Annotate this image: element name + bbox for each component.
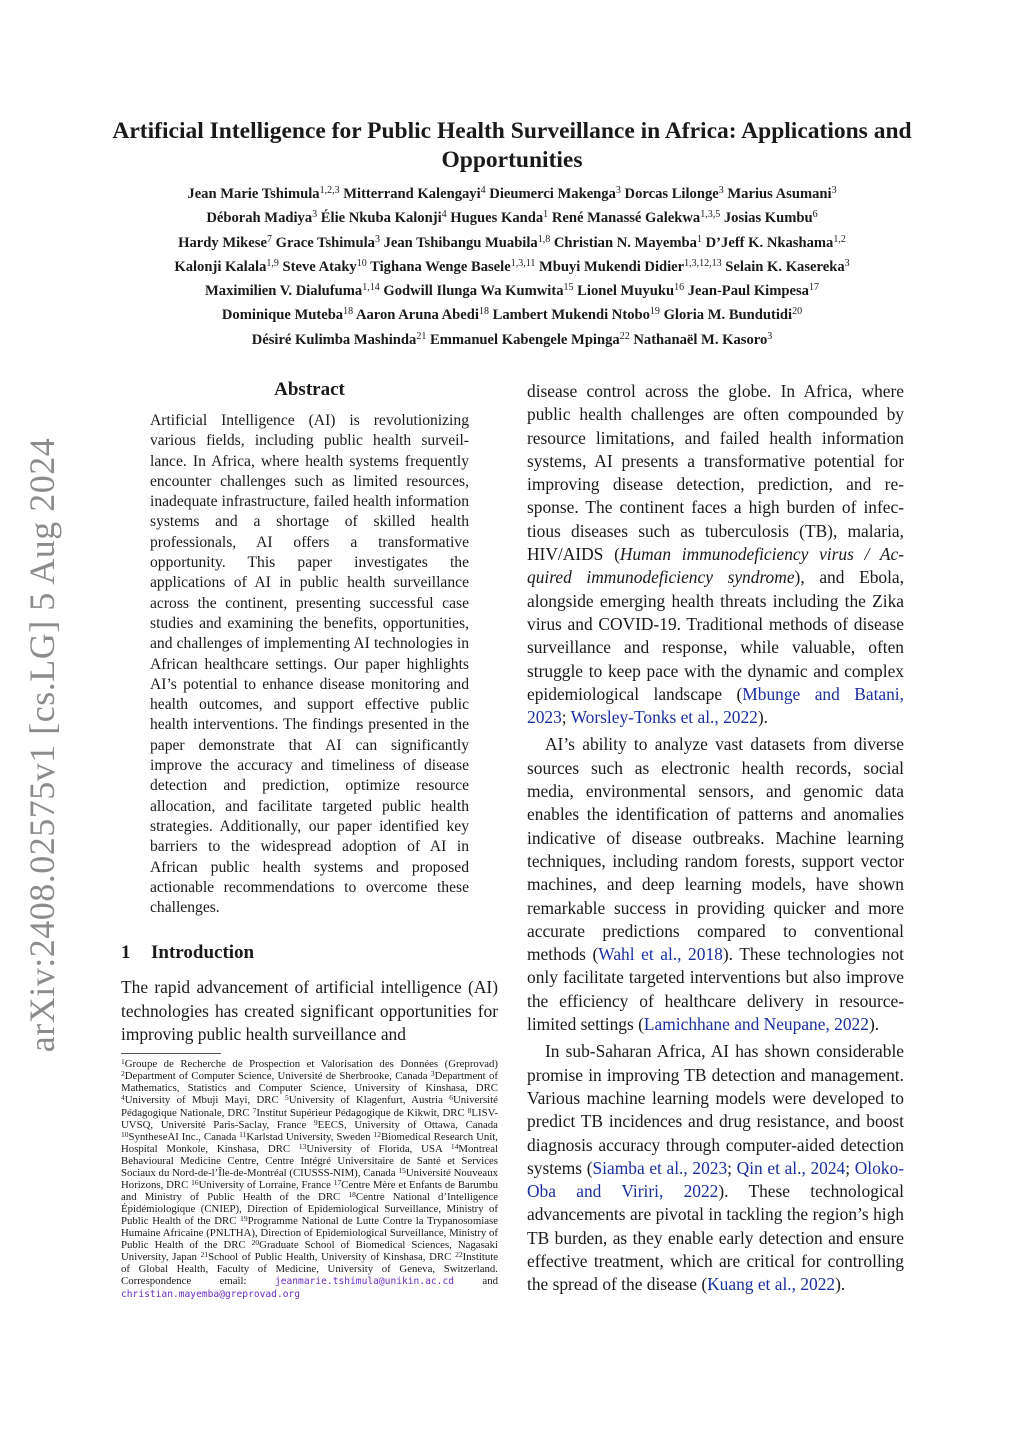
author-affiliation-marker: 3 <box>844 257 850 269</box>
right-column <box>527 380 904 1297</box>
author-affiliation-marker: 1,3,11 <box>510 257 536 269</box>
author-name: Josias Kumbu <box>723 210 813 227</box>
author-affiliation-marker: 1,2 <box>833 233 846 245</box>
author-name: Emmanuel Kabengele Mpinga <box>429 331 620 348</box>
author-name: Grace Tshimula <box>275 234 375 251</box>
citation-link[interactable]: Kuang et al., 2022 <box>707 1274 836 1295</box>
citation-link[interactable]: Wahl et al., 2018 <box>598 944 723 965</box>
author-list <box>110 182 914 352</box>
author-affiliation-marker: 3 <box>831 185 837 196</box>
intro-paragraph-1-continued: disease control across the globe. In Africa, where public health challenges are often compounded by resource limitations, and failed health information systems, AI presents a transformative potential for improving disease detection, prediction, and response. The continent faces a high burden of infectious diseases such as tuberculosis (TB), malaria, HIV/AIDS (Human immunodeficiency virus / Acquired immunodeficiency syndrome), and Ebola, alongside emerging health threats including the Zika virus and COVID-19. Traditional methods of disease surveillance and response, while valuable, often struggle to keep pace with the dynamic and complex epidemiological landscape (Mbunge and Batani, 2023; Worsley-Tonks et al., 2022). <box>527 381 904 728</box>
author-name: Lambert Mukendi Ntobo <box>492 307 650 324</box>
arxiv-identifier-text: arXiv:2408.02575v1 [cs.LG] 5 Aug 2024 <box>22 437 62 1053</box>
author-affiliation-marker: 7 <box>266 233 272 245</box>
author-name: Selain K. Kasereka <box>725 258 845 275</box>
author-affiliation-marker: 21 <box>416 330 427 342</box>
author-affiliation-marker: 16 <box>674 282 685 294</box>
author-affiliation-marker: 17 <box>808 282 819 294</box>
author-name: Mitterrand Kalengayi <box>343 186 481 202</box>
author-affiliation-marker: 6 <box>812 209 818 221</box>
author-name: Jean Marie Tshimula <box>187 186 320 202</box>
author-name: Kalonji Kalala <box>174 258 267 275</box>
author-affiliation-marker: 1,3,12,13 <box>684 257 722 269</box>
correspondence-email-2[interactable]: christian.mayemba@greprovad.org <box>121 1289 301 1301</box>
author-affiliation-marker: 1,3,5 <box>700 209 721 221</box>
section-number: 1 <box>121 942 131 964</box>
author-name: Maximilien V. Dialufuma <box>205 283 363 300</box>
author-name: Désiré Kulimba Mashinda <box>251 331 417 348</box>
author-affiliation-marker: 4 <box>441 209 447 221</box>
author-affiliation-marker: 3 <box>718 185 724 196</box>
author-name: Marius Asumani <box>727 186 832 202</box>
author-name: Dominique Muteba <box>221 307 344 324</box>
citation-link[interactable]: Worsley-Tonks et al., 2022 <box>570 707 758 728</box>
author-affiliation-marker: 3 <box>374 233 380 245</box>
author-affiliation-marker: 1,14 <box>362 282 380 294</box>
left-column <box>121 378 498 1301</box>
abstract-heading: Abstract <box>274 379 345 400</box>
author-affiliation-marker: 1 <box>696 233 702 245</box>
author-affiliation-marker: 10 <box>356 257 367 269</box>
author-affiliation-marker: 19 <box>649 306 660 318</box>
author-affiliation-marker: 1 <box>543 209 549 221</box>
intro-paragraph-1-start: The rapid advancement of artificial intelligence (AI) technologies has created significant opportunities for improving public health surveillance and <box>121 977 498 1045</box>
author-name: Christian N. Mayemba <box>553 234 697 251</box>
author-name: Déborah Madiya <box>206 210 313 227</box>
author-affiliation-marker: 1,9 <box>266 257 279 269</box>
author-affiliation-marker: 1,2,3 <box>319 185 340 196</box>
section-title: Introduction <box>151 942 255 964</box>
citation-link[interactable]: Lamichhane and Neupane, 2022 <box>643 1014 869 1035</box>
arxiv-identifier-stamp <box>12 437 72 1053</box>
abstract-body: Artificial Intelligence (AI) is revolutionizing various fields, including public health surveillance. In Africa, where health systems frequently encounter challenges such as limited resources, inadequate infrastructure, failed health information systems and a shortage of skilled health professionals, AI offers a transformative opportunity. This paper investigates the applications of AI in public health surveillance across the continent, presenting successful case studies and examining the benefits, opportunities, and challenges of implementing AI technologies in African healthcare settings. Our paper highlights AI’s potential to enhance disease monitoring and health outcomes, and support effective public health interventions. The findings presented in the paper demonstrate that AI can significantly improve the accuracy and timeliness of disease detection and prediction, optimize resource allocation, and facilitate targeted public health strategies. Additionally, our paper identified key barriers to the widespread adoption of AI in African public health systems and proposed actionable recommendations to overcome these challenges. <box>150 412 469 917</box>
author-name: Godwill Ilunga Wa Kumwita <box>383 283 564 300</box>
author-affiliation-marker: 22 <box>619 330 630 342</box>
author-name: D’Jeff K. Nkashama <box>705 234 834 251</box>
author-name: Tighana Wenge Basele <box>370 258 511 275</box>
author-affiliation-marker: 3 <box>312 209 318 221</box>
author-affiliation-marker: 4 <box>480 185 486 196</box>
author-affiliation-marker: 1,8 <box>537 233 551 245</box>
author-name: Mbuyi Mukendi Didier <box>538 258 685 275</box>
author-affiliation-marker: 3 <box>615 185 621 196</box>
citation-link[interactable]: Mbunge and Batani, 2023 <box>527 683 904 728</box>
intro-paragraph-3: In sub-Saharan Africa, AI has shown considerable promise in improving TB detection and management. Various machine learning models were developed to predict TB incidences and drug resistance, and boost diagnosis accuracy through computer-aided detection systems (Siamba et al., 2023; Qin et al., 2024; Oloko-Oba and Viriri, 2022). These technological advancements are pivotal in tackling the region’s high TB burden, as they enable early detection and ensure effective treatment, which are critical for controlling the spread of the disease (Kuang et al., 2022). <box>527 1041 904 1295</box>
author-name: Dorcas Lilonge <box>624 186 719 202</box>
author-name: René Manassé Galekwa <box>551 210 701 227</box>
author-affiliation-marker: 3 <box>767 330 773 342</box>
author-name: Aaron Aruna Abedi <box>355 307 479 324</box>
author-affiliation-marker: 18 <box>478 306 489 318</box>
author-name: Élie Nkuba Kalonji <box>320 210 442 227</box>
author-affiliation-marker: 18 <box>343 306 354 318</box>
author-name: Dieumerci Makenga <box>489 186 616 202</box>
section-heading-introduction <box>121 940 498 966</box>
author-name: Jean Tshibangu Muabila <box>383 234 538 251</box>
correspondence-email-1[interactable]: jeanmarie.tshimula@unikin.ac.cd <box>274 1276 454 1288</box>
citation-link[interactable]: Oloko-Oba and Viriri, 2022 <box>527 1157 904 1202</box>
author-name: Nathanaël M. Kasoro <box>633 331 768 348</box>
affiliations-footnote: $^1$Groupe de Recherche de Prospection et Valorisation des Données (Greprovad) $^2$Department of Computer Science, Université de Sherbrooke, Canada $^3$Department of Mathematics, Statistics and Computer Science, University of Kinshasa, DRC $^4$University of Mbuji Mayi, DRC $^5$University of Klagenfurt, Austria $^6$Université Pédagogique Nationale, DRC $^7$Institut Supérieur Pédagogique de Kikwit, DRC $^8$LISV-UVSQ, Université Paris-Saclay, France $^9$EECS, University of Ottawa, Canada $^{10}$SyntheseAI Inc., Canada $^{11}$Karlstad University, Sweden $^{12}$Biomedical Research Unit, Hospital Monkole, Kinshasa, DRC $^{13}$University of Florida, USA $^{14}$Montreal Behavioural Medicine Centre, Centre Intégré Universitaire de Santé et Services Sociaux du Nord-de-l’Île-de-Montréal (CIUSSS-NIM), Canada $^{15}$Université Nouveaux Horizons, DRC $^{16}$University of Lorraine, France $^{17}$Centre Mère et Enfants de Barumbu and Ministry of Public Health of the DRC $^{18}$Centre National d’Intelligence Épidémiologique (CNIEP), Direction of Epidemiological Surveillance, Ministry of Public Health of the DRC $^{19}$Programme National de Lutte Contre la Trypanosomiase Humaine Africaine (PNLTHA), Direction of Epidemiological Surveillance, Ministry of Public Health of the DRC $^{20}$Graduate School of Biomedical Sciences, Nagasaki University, Japan $^{21}$School of Public Health, University of Kinshasa, DRC $^{22}$Institute of Global Health, Faculty of Medicine, University of Geneva, Switzerland. Correspondence email: jeanmarie.tshimula@unikin.ac.cd and christian.mayemba@greprovad.org <box>121 1057 499 1301</box>
author-name: Hardy Mikese <box>178 234 267 251</box>
citation-link[interactable]: Qin et al., 2024 <box>736 1157 846 1178</box>
author-name: Steve Ataky <box>282 258 357 275</box>
author-name: Jean-Paul Kimpesa <box>687 283 809 300</box>
author-name: Gloria M. Bundutidi <box>663 307 793 324</box>
paper-title: Artificial Intelligence for Public Health Surveillance in Africa: Applications and Opportunities <box>112 118 912 173</box>
footnote-rule <box>121 1053 221 1054</box>
intro-paragraph-2: AI’s ability to analyze vast datasets from diverse sources such as electronic health records, social media, environmental sensors, and genomic data enables the identification of patterns and anomalies indicative of disease outbreaks. Machine learning techniques, including random forests, support vector machines, and deep learning models, have shown remarkable success in providing quicker and more accurate predictions compared to conventional methods (Wahl et al., 2018). These technologies not only facilitate targeted interventions but also improve the efficiency of healthcare delivery in resource-limited settings (Lamichhane and Neupane, 2022). <box>527 734 905 1035</box>
citation-link[interactable]: Siamba et al., 2023 <box>592 1157 728 1178</box>
author-name: Hugues Kanda <box>450 210 544 227</box>
author-affiliation-marker: 20 <box>792 306 803 318</box>
author-affiliation-marker: 15 <box>563 282 574 294</box>
author-name: Lionel Muyuku <box>577 283 675 300</box>
